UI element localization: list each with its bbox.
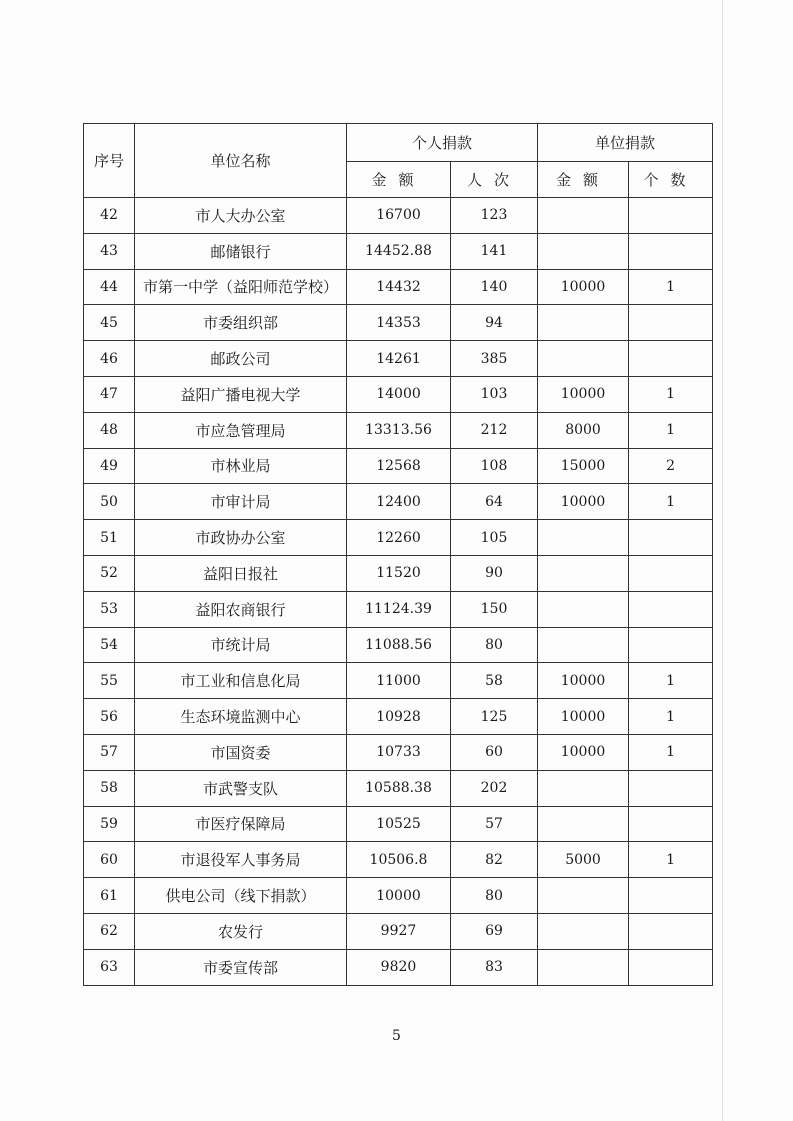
cell-personal-amount: 14000 <box>347 376 451 412</box>
table-row <box>84 699 713 735</box>
cell-personal-amount: 10588.38 <box>347 770 451 806</box>
cell-personal-amount: 14261 <box>347 341 451 377</box>
cell-unit-count <box>629 806 713 842</box>
cell-unit-name: 市统计局 <box>135 627 347 663</box>
table-row <box>84 341 713 377</box>
cell-unit-name: 益阳广播电视大学 <box>135 376 347 412</box>
donation-table <box>83 123 713 986</box>
cell-unit-name: 市国资委 <box>135 734 347 770</box>
cell-unit-amount <box>538 233 629 269</box>
cell-personal-amount: 10000 <box>347 878 451 914</box>
cell-unit-amount <box>538 591 629 627</box>
cell-personal-amount: 13313.56 <box>347 412 451 448</box>
table-row <box>84 734 713 770</box>
cell-personal-times: 141 <box>451 233 538 269</box>
cell-unit-amount <box>538 878 629 914</box>
table-row <box>84 448 713 484</box>
cell-unit-count: 2 <box>629 448 713 484</box>
cell-unit-name: 供电公司（线下捐款） <box>135 878 347 914</box>
cell-unit-name: 市医疗保障局 <box>135 806 347 842</box>
cell-unit-amount <box>538 520 629 556</box>
cell-personal-amount: 10733 <box>347 734 451 770</box>
cell-personal-times: 82 <box>451 842 538 878</box>
cell-personal-times: 140 <box>451 269 538 305</box>
table-row <box>84 484 713 520</box>
cell-unit-amount: 10000 <box>538 663 629 699</box>
header-unit-name: 单位名称 <box>135 124 347 198</box>
cell-personal-amount: 14432 <box>347 269 451 305</box>
cell-personal-times: 64 <box>451 484 538 520</box>
cell-personal-times: 57 <box>451 806 538 842</box>
cell-unit-name: 市政协办公室 <box>135 520 347 556</box>
cell-unit-amount: 5000 <box>538 842 629 878</box>
table-row <box>84 305 713 341</box>
table-row <box>84 770 713 806</box>
cell-unit-count <box>629 591 713 627</box>
cell-unit-name: 市退役军人事务局 <box>135 842 347 878</box>
cell-unit-count: 1 <box>629 376 713 412</box>
table-row <box>84 269 713 305</box>
cell-personal-amount: 10525 <box>347 806 451 842</box>
header-personal-donation: 个人捐款 <box>347 124 538 162</box>
cell-seq: 45 <box>84 305 135 341</box>
cell-personal-times: 108 <box>451 448 538 484</box>
cell-unit-name: 市委宣传部 <box>135 949 347 985</box>
cell-personal-amount: 11000 <box>347 663 451 699</box>
cell-seq: 58 <box>84 770 135 806</box>
cell-unit-name: 市审计局 <box>135 484 347 520</box>
cell-seq: 48 <box>84 412 135 448</box>
cell-seq: 43 <box>84 233 135 269</box>
cell-unit-name: 生态环境监测中心 <box>135 699 347 735</box>
cell-personal-times: 60 <box>451 734 538 770</box>
cell-unit-count: 1 <box>629 412 713 448</box>
cell-personal-amount: 12568 <box>347 448 451 484</box>
cell-unit-name: 邮储银行 <box>135 233 347 269</box>
cell-unit-count <box>629 627 713 663</box>
cell-unit-count <box>629 949 713 985</box>
table-row <box>84 412 713 448</box>
cell-personal-amount: 11124.39 <box>347 591 451 627</box>
table-row <box>84 591 713 627</box>
cell-seq: 59 <box>84 806 135 842</box>
cell-unit-count <box>629 913 713 949</box>
cell-unit-amount <box>538 627 629 663</box>
cell-unit-count <box>629 520 713 556</box>
cell-personal-amount: 9927 <box>347 913 451 949</box>
header-unit-donation: 单位捐款 <box>538 124 713 162</box>
cell-personal-times: 94 <box>451 305 538 341</box>
cell-seq: 42 <box>84 198 135 234</box>
cell-unit-count <box>629 198 713 234</box>
cell-unit-amount <box>538 913 629 949</box>
cell-personal-amount: 11520 <box>347 555 451 591</box>
cell-unit-amount <box>538 806 629 842</box>
cell-unit-amount <box>538 341 629 377</box>
cell-unit-amount <box>538 198 629 234</box>
cell-personal-amount: 14452.88 <box>347 233 451 269</box>
cell-personal-times: 125 <box>451 699 538 735</box>
table-row <box>84 663 713 699</box>
cell-seq: 44 <box>84 269 135 305</box>
cell-unit-name: 市第一中学（益阳师范学校） <box>135 269 347 305</box>
table-row <box>84 878 713 914</box>
cell-unit-name: 市应急管理局 <box>135 412 347 448</box>
table-row <box>84 806 713 842</box>
cell-seq: 46 <box>84 341 135 377</box>
cell-personal-times: 80 <box>451 878 538 914</box>
cell-seq: 52 <box>84 555 135 591</box>
cell-unit-count: 1 <box>629 734 713 770</box>
cell-unit-count <box>629 878 713 914</box>
cell-unit-name: 市工业和信息化局 <box>135 663 347 699</box>
cell-seq: 49 <box>84 448 135 484</box>
table-body <box>84 198 713 986</box>
cell-seq: 62 <box>84 913 135 949</box>
cell-unit-count <box>629 305 713 341</box>
cell-personal-times: 90 <box>451 555 538 591</box>
cell-unit-count: 1 <box>629 699 713 735</box>
cell-unit-count: 1 <box>629 842 713 878</box>
cell-seq: 50 <box>84 484 135 520</box>
cell-unit-amount: 10000 <box>538 699 629 735</box>
table-row <box>84 198 713 234</box>
cell-unit-count: 1 <box>629 663 713 699</box>
cell-unit-name: 益阳农商银行 <box>135 591 347 627</box>
cell-personal-times: 150 <box>451 591 538 627</box>
cell-personal-times: 123 <box>451 198 538 234</box>
header-personal-amount: 金额 <box>347 162 451 198</box>
cell-seq: 53 <box>84 591 135 627</box>
cell-unit-count: 1 <box>629 269 713 305</box>
cell-unit-name: 农发行 <box>135 913 347 949</box>
cell-unit-amount: 10000 <box>538 269 629 305</box>
cell-personal-amount: 10506.8 <box>347 842 451 878</box>
cell-unit-amount <box>538 305 629 341</box>
cell-unit-name: 市委组织部 <box>135 305 347 341</box>
cell-seq: 47 <box>84 376 135 412</box>
table-row <box>84 520 713 556</box>
table-row <box>84 555 713 591</box>
header-unit-count: 个数 <box>629 162 713 198</box>
cell-unit-amount <box>538 770 629 806</box>
cell-unit-amount: 8000 <box>538 412 629 448</box>
cell-personal-amount: 12260 <box>347 520 451 556</box>
cell-personal-times: 69 <box>451 913 538 949</box>
cell-seq: 55 <box>84 663 135 699</box>
cell-seq: 63 <box>84 949 135 985</box>
page-edge-line <box>722 0 723 1121</box>
cell-unit-name: 市林业局 <box>135 448 347 484</box>
cell-unit-name: 市武警支队 <box>135 770 347 806</box>
cell-unit-amount: 10000 <box>538 734 629 770</box>
cell-unit-count <box>629 233 713 269</box>
cell-unit-count: 1 <box>629 484 713 520</box>
table-row <box>84 233 713 269</box>
cell-seq: 56 <box>84 699 135 735</box>
cell-unit-count <box>629 555 713 591</box>
cell-personal-times: 212 <box>451 412 538 448</box>
cell-unit-count <box>629 341 713 377</box>
cell-unit-name: 益阳日报社 <box>135 555 347 591</box>
cell-seq: 61 <box>84 878 135 914</box>
cell-unit-name: 市人大办公室 <box>135 198 347 234</box>
header-seq: 序号 <box>84 124 135 198</box>
cell-personal-times: 83 <box>451 949 538 985</box>
cell-unit-name: 邮政公司 <box>135 341 347 377</box>
cell-unit-count <box>629 770 713 806</box>
cell-unit-amount: 15000 <box>538 448 629 484</box>
table-row <box>84 949 713 985</box>
cell-unit-amount: 10000 <box>538 484 629 520</box>
cell-unit-amount <box>538 555 629 591</box>
cell-personal-amount: 9820 <box>347 949 451 985</box>
cell-personal-amount: 11088.56 <box>347 627 451 663</box>
cell-personal-times: 385 <box>451 341 538 377</box>
header-unit-amount: 金额 <box>538 162 629 198</box>
cell-seq: 51 <box>84 520 135 556</box>
table-row <box>84 376 713 412</box>
cell-unit-amount <box>538 949 629 985</box>
table-row <box>84 627 713 663</box>
header-personal-times: 人次 <box>451 162 538 198</box>
cell-personal-times: 105 <box>451 520 538 556</box>
cell-seq: 60 <box>84 842 135 878</box>
cell-personal-amount: 10928 <box>347 699 451 735</box>
cell-personal-amount: 12400 <box>347 484 451 520</box>
cell-personal-amount: 14353 <box>347 305 451 341</box>
cell-personal-times: 58 <box>451 663 538 699</box>
table-row <box>84 913 713 949</box>
header-row-top <box>84 124 713 162</box>
cell-personal-amount: 16700 <box>347 198 451 234</box>
cell-seq: 54 <box>84 627 135 663</box>
cell-personal-times: 103 <box>451 376 538 412</box>
table-header <box>84 124 713 198</box>
cell-personal-times: 80 <box>451 627 538 663</box>
cell-seq: 57 <box>84 734 135 770</box>
cell-personal-times: 202 <box>451 770 538 806</box>
cell-unit-amount: 10000 <box>538 376 629 412</box>
page-number: 5 <box>392 1028 401 1044</box>
table-row <box>84 842 713 878</box>
